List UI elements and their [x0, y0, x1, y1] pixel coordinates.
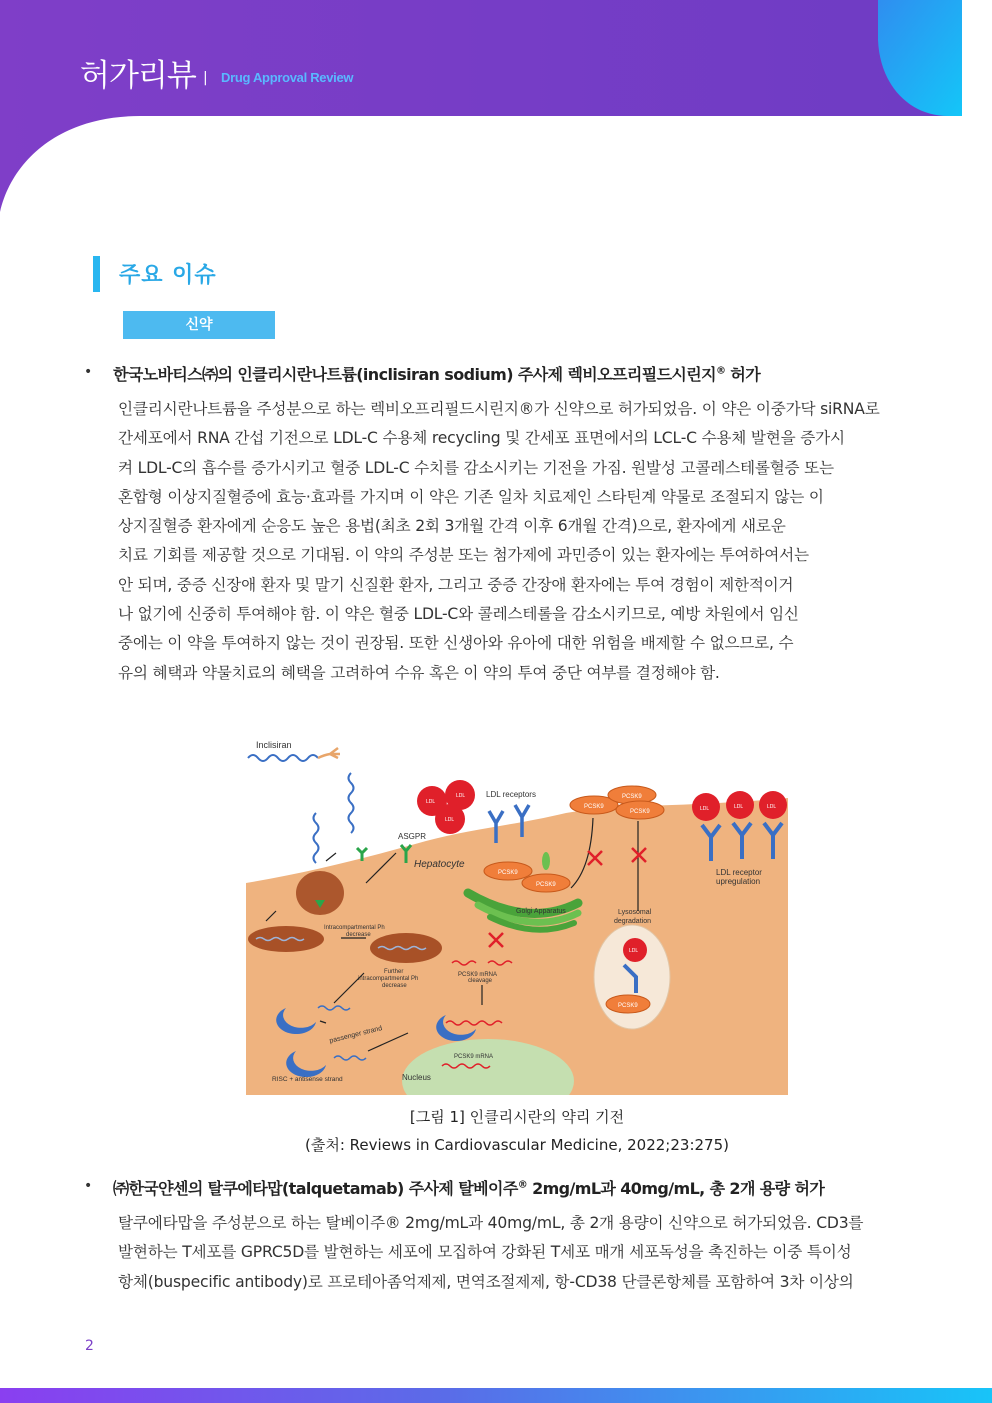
- body-line: 간세포에서 RNA 간섭 기전으로 LDL-C 수용체 recycling 및 간세포 표면에서의 LCL-C 수용체 발현을 증가시: [118, 429, 845, 448]
- label-cleavage-2: cleavage: [468, 978, 493, 984]
- strand-descending-2: [314, 813, 319, 863]
- figure-caption-source: (출처: Reviews in Cardiovascular Medicine, 2022;23:275): [305, 1136, 729, 1154]
- item-1-title-main: 한국노바티스㈜의 인클리시란나트륨(inclisiran sodium) 주사제 렉비오프리필드시린지: [113, 365, 717, 384]
- label-pcsk9-outer-1: PCSK9: [584, 804, 604, 810]
- label-ldl-3: LDL: [445, 817, 455, 823]
- label-risc: RISC + antisense strand: [272, 1076, 343, 1083]
- page-header: [0, 0, 962, 212]
- label-nucleus: Nucleus: [402, 1073, 431, 1082]
- body-line: 안 되며, 중증 신장애 환자 및 말기 신질환 환자, 그리고 중증 간장애 환자에는 투여 경험이 제한적이거: [118, 575, 794, 594]
- body-line: 항체(buspecific antibody)로 프로테아좀억제제, 면역조절제제, 항-CD38 단클론항체를 포함하여 3차 이상의: [118, 1272, 854, 1291]
- body-line: 나 없기에 신중히 투여해야 함. 이 약은 혈중 LDL-C와 콜레스테롤을 감소시키므로, 예방 차원에서 임신: [118, 605, 799, 624]
- item-2-title-main: ㈜한국얀센의 탈쿠에타맙(talquetamab) 주사제 탈베이주: [113, 1179, 518, 1198]
- registered-mark: ®: [716, 365, 726, 377]
- label-ldl-2: LDL: [456, 793, 466, 799]
- label-pcsk9-outer-3: PCSK9: [630, 809, 650, 815]
- body-line: 탈쿠에타맙을 주성분으로 하는 탈베이주® 2mg/mL과 40mg/mL, 총 2개 용량이 신약으로 허가되었음. CD3를: [118, 1214, 864, 1232]
- item-2-title: [113, 1176, 824, 1199]
- item-1-body: [118, 395, 916, 688]
- body-line: 치료 기회를 제공할 것으로 기대됨. 이 약의 주성분 또는 첨가제에 과민증이 있는 환자에는 투여하여서는: [118, 546, 809, 565]
- header-title: 허가리뷰: [80, 58, 196, 94]
- registered-mark: ®: [517, 1179, 528, 1191]
- figure-caption-title: [그림 1] 인클리시란의 약리 기전: [409, 1108, 625, 1126]
- label-ldl-6: LDL: [767, 804, 777, 810]
- label-lysosomal: Lysosomal: [618, 909, 652, 916]
- header-subtitle: Drug Approval Review: [221, 70, 354, 85]
- label-further-3: decrease: [382, 983, 407, 989]
- body-line: 혼합형 이상지질혈증에 효능·효과를 가지며 이 약은 기존 일차 치료제인 스타틴계 약물로 조절되지 않는 이: [118, 487, 824, 506]
- label-pcsk9-inner-1: PCSK9: [498, 870, 518, 876]
- label-pcsk9-mrna: PCSK9 mRNA: [454, 1054, 494, 1060]
- label-cleavage-1: PCSK9 mRNA: [458, 972, 498, 978]
- inclisiran-strand: [248, 755, 318, 761]
- item-1-title: [113, 362, 760, 385]
- category-tag: 신약: [123, 311, 275, 339]
- label-intra-ph-2: decrease: [346, 932, 371, 938]
- label-ldl-5: LDL: [734, 804, 744, 810]
- label-receptor-upregulation-2: upregulation: [716, 877, 761, 886]
- label-pcsk9-outer-2: PCSK9: [622, 794, 642, 800]
- golgi-vesicle: [542, 852, 550, 870]
- bullet-2: •: [84, 1178, 93, 1194]
- label-ldl-lysosome: LDL: [629, 948, 639, 954]
- galnac-ligand: [318, 748, 340, 758]
- body-line: 인클리시란나트륨을 주성분으로 하는 렉비오프리필드시린지®가 신약으로 허가되었음. 이 약은 이중가닥 siRNA로: [118, 400, 880, 418]
- label-ldl-1: LDL: [426, 799, 436, 805]
- bullet-1: •: [84, 364, 93, 380]
- label-further-2: intracompartmental Ph: [358, 976, 419, 982]
- label-pcsk9-inner-2: PCSK9: [536, 882, 556, 888]
- body-line: 중에는 이 약을 투여하지 않는 것이 권장됨. 또한 신생아와 유아에 대한 위험을 배제할 수 없으므로, 수: [118, 634, 794, 653]
- label-ldl-receptors: LDL receptors: [486, 790, 536, 799]
- footer-gradient-bar: [0, 1388, 992, 1403]
- item-2-title-end: 2mg/mL과 40mg/mL, 총 2개 용량 허가: [527, 1179, 825, 1198]
- header-background: [0, 0, 962, 212]
- label-passenger-strand: passenger strand: [328, 1025, 383, 1045]
- endosome: [296, 871, 344, 915]
- compartment-1: [248, 926, 324, 952]
- label-inclisiran: Inclisiran: [256, 740, 292, 750]
- label-asgpr: ASGPR: [398, 832, 427, 841]
- body-line: 켜 LDL-C의 흡수를 증가시키고 혈중 LDL-C 수치를 감소시키는 기전을 가짐. 원발성 고콜레스테롤혈증 또는: [118, 458, 834, 477]
- label-intra-ph-1: Intracompartmental Ph: [324, 925, 385, 931]
- item-2-body: [118, 1209, 916, 1297]
- label-hepatocyte: Hepatocyte: [414, 859, 465, 870]
- item-1-title-end: 허가: [725, 365, 761, 384]
- body-line: 발현하는 T세포를 GPRC5D를 발현하는 세포에 모집하여 강화된 T세포 매개 세포독성을 촉진하는 이중 특이성: [118, 1243, 852, 1262]
- strand-descending-1: [349, 773, 354, 833]
- body-line: 유의 혜택과 약물치료의 혜택을 고려하여 수유 혹은 이 약의 투여 중단 여부를 결정해야 함.: [118, 663, 720, 682]
- label-degradation: degradation: [614, 918, 651, 925]
- mechanism-diagram: [246, 733, 788, 1095]
- body-line: 상지질혈증 환자에게 순응도 높은 용법(최초 2회 3개월 간격 이후 6개월 간격)으로, 환자에게 새로운: [118, 517, 786, 536]
- section-accent-bar: [93, 256, 100, 292]
- label-further-1: Further: [384, 969, 404, 975]
- label-receptor-upregulation-1: LDL receptor: [716, 868, 762, 877]
- mechanism-figure: [246, 733, 788, 1095]
- label-pcsk9-lysosome: PCSK9: [618, 1003, 638, 1009]
- header-separator: |: [203, 70, 208, 86]
- label-golgi: Golgi Apparatus: [516, 908, 566, 915]
- label-ldl-4: LDL: [700, 806, 710, 812]
- section-title: 주요 이슈: [119, 263, 217, 288]
- page-number: 2: [85, 1338, 94, 1354]
- compartment-2: [370, 933, 442, 963]
